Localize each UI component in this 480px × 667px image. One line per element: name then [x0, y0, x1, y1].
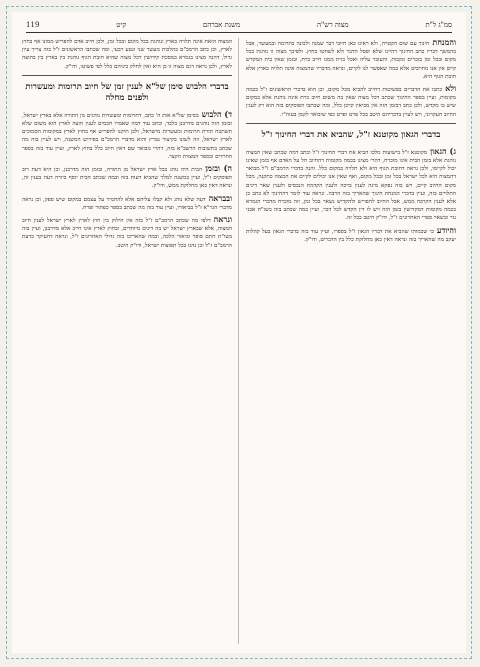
page-number: 119	[26, 21, 40, 29]
paragraph-lead-word: ד) הלבוש	[201, 108, 232, 119]
paragraph	[246, 147, 456, 223]
column-divider	[238, 38, 239, 644]
paragraph-lead-word: ובבראה	[208, 192, 232, 203]
paragraph	[22, 215, 232, 250]
paragraph-text: כי שכמותו שהביא את דבריו הגאון ז"ל בספרו, ועיין עוד בזה בדברי הגאון בעל קהלות יעקב מה שהאריך בזה ונראה דאין כאן מחלוקת כלל בין הדברים, ודו"ק.	[246, 228, 456, 243]
paragraph	[22, 194, 232, 212]
paragraph-text: המצוה הזאת אינה תלויה בארץ ונוהגת בכל מקום ובכל זמן, ולכן חייב אדם להפריש ממונו אף בחוץ לארץ, וכן כתב הרמב"ם בהלכות מעשר שני ונטע רבעי, ומה שכתבו הראשונים ז"ל בזה צריך עיון גדול, דהנה מצינו בגמרא במסכת קידושין דכל מצוה שהיא חובת הגוף נוהגת בין בארץ בין בחוצה לארץ, ולכן נראה דגם מצוה זו כן היא ואין לחלק ביניהם כלל לפי פשוטו, ודו"ק.	[22, 39, 232, 70]
left-text-column	[22, 38, 232, 644]
right-text-column	[246, 38, 456, 644]
section-heading: בדברי הלבוש סימן של"א לענין זמן של חיוב תרומות ומעשרות ולפנים מחלה	[25, 81, 229, 103]
paragraph-lead-word: והיודע	[436, 224, 456, 235]
paragraph-text: כתבו את הדברים בפשיטות דחייב להביא מכל מקום, וכן הוא בדברי הראשונים ז"ל בכמה מקומות, ועיין בספר החינוך שכתב דכל מצוה שאין בה משום חיוב כרת אינה נוהגת אלא במקום שיש בו מקדש, ולכן כתב דבזמן הזה אין מביאין קרבן כלל, ומה שכתבו הפוסקים בזה הוא רק לענין החיוב העקרוני, ויש לעיין בדבריהם היטב בכל פרט ופרט כפי שיבואר לקמן בעזה"י.	[246, 87, 456, 118]
paragraph-text: דעה שלא נוהג ולא קבלו עליהם אלא להחמיר על עצמם במקום שיש ספק, וכן נראה מדברי הגר"א ז"ל בביאורו, ועיין עוד בזה מה שכתב בספר כפתור ופרח.	[22, 196, 232, 211]
running-header	[26, 18, 452, 33]
paragraph	[246, 84, 456, 119]
paragraph	[246, 226, 456, 244]
section-title: מצוה רש"ה	[317, 21, 349, 29]
left-label: סמ"ג ל"ת	[425, 21, 452, 29]
paragraph-text: מקוטנא ז"ל בישועות מלכו הביא את דברי החינוך ז"ל וכתב דמה שכתב שאין המצוה נוהגת אלא בזמן הבית אינו מוכרח, דהרי מצינו בכמה מקומות דהחיוב חל על האדם אף בזמן שאינו יכול לקיימו, ולכן נראה דחובת הגוף היא ולא תלויה במקום כלל. והנה בדברי הרמב"ם ז"ל מבואר דהמצוה היא לכל ישראל בכל זמן ובכל מקום, ואף שאין אנו יכולים לקיים את המצוה כתקנה, מכל מקום החיוב קיים, ויש בזה נפקא מינה לענין ברכה ולענין הקדמת הנכסים ולענין שאר דינים התלויים בזה, ועיין בדברי המנחת חינוך שהאריך בזה הרבה. ונראה עוד לומר דהחינוך לא כתב כן אלא לענין הקרבה ממש, אבל החיוב להפריש ולהקדיש נשאר בכל זמן, וזה מוכרח מדברי הגמרא בכמה מקומות דמקדישין בזמן הזה ויש לו דין הקדש לכל דבר, ועיין במה שכתב בזה בשו"ת אבני נזר ובשאר ספרי האחרונים ז"ל, ודו"ק היטב בכל זה.	[246, 149, 456, 222]
section-heading: בדברי הגאון מקוטנא ז"ל, שהביא את דברי החינוך ז"ל	[261, 129, 441, 140]
paragraph-lead-word: ונראה	[213, 214, 232, 225]
paragraph-lead-word: ולא	[445, 83, 456, 94]
paragraph-lead-word: והמנחת	[432, 38, 456, 47]
paragraph	[22, 110, 232, 161]
document-page	[12, 12, 466, 653]
section-rule	[246, 123, 456, 124]
paragraph	[246, 38, 456, 81]
paragraph-text: חינוך עם שום הקטרה, ולא ראינו כאן חיובי דבר שמנה ולבונה בתרומה ובמעשר, אבל בהמשך דבריו כתב החינוך דהיינו שלא יפסל הדבר ולא לשחטו בחוץ. ולפיכך מצוה זו נוהגת בכל מקום ובכל זמן בזכרים ונקבות, והעובר עליה ואכל כזית ממנו חייב כרת, ובזמן שאין בית המקדש קיים אין אנו מחויבים אלא במה שאפשר לנו לקיים, ונראה מדבריו שהמצוה אינה תלויה בארץ אלא חובת הגוף היא.	[246, 41, 456, 80]
paragraph-lead-word: ה) ובזמן	[205, 163, 232, 174]
paragraph-text: בסימן של"א אות ה' כתב, דתרומות ומעשרות נוהגים מן התורה אלא בארץ ישראל, ובזמן הזה נוהגים מדרבנן בלבד, וכתב עוד דמה שאמרו חכמים לענין חוצה לארץ הוא משום שלא תשתכח תורת תרומות ומעשרות מישראל, ולכן תיקנו להפריש אף בחוץ לארץ במקומות הסמוכים לארץ ישראל, וזה לשונו בקיצור נמרץ והוא מדברי הרמב"ם בפירוש המשנה, ויש לעיין בזה מה שכתב בתשובות הרשב"א בזה, דהרי מבואר שם דאין חיוב כלל בחוץ לארץ, ועיין עוד בזה בספר החרדים ובספר המצוות הקצר.	[22, 112, 232, 160]
paragraph-text: הבית היה נוהג בכל ארץ ישראל מן התורה, ובזמן הזה מדרבנן, וכן היא דעת רוב הפוסקים ז"ל, ועיין במשנה למלך שהביא דעות בזה ובמה שכתב הבית יוסף ביורה דעה בענין זה, ונראה דאין כאן מחלוקת ממש, ודו"ק.	[22, 167, 232, 190]
paragraph	[22, 164, 232, 191]
page-label: קיט	[116, 21, 127, 29]
book-title: משנת אברהם	[202, 21, 241, 29]
section-rule	[22, 75, 232, 76]
paragraph-text: דלפי מה שכתב הרמב"ם ז"ל בזה אין חילוק בין חוץ לארץ לארץ ישראל לענין חיוב המצוה, אלא שבארץ ישראל יש בה דינים מיוחדים, ובחוץ לארץ אינו חייב אלא מדרבנן, ועיין בזה בשו"ת חתם סופר וביאור הלכה, ובמה שהאריכו בזה גדולי האחרונים ז"ל, ונראה דהעיקר כדעת הרמב"ם ז"ל וכן נהגו בכל תפוצות ישראל, ודו"ק היטב.	[22, 218, 232, 249]
paragraph	[22, 38, 232, 71]
paragraph-lead-word: ג) הגאון	[430, 145, 456, 156]
